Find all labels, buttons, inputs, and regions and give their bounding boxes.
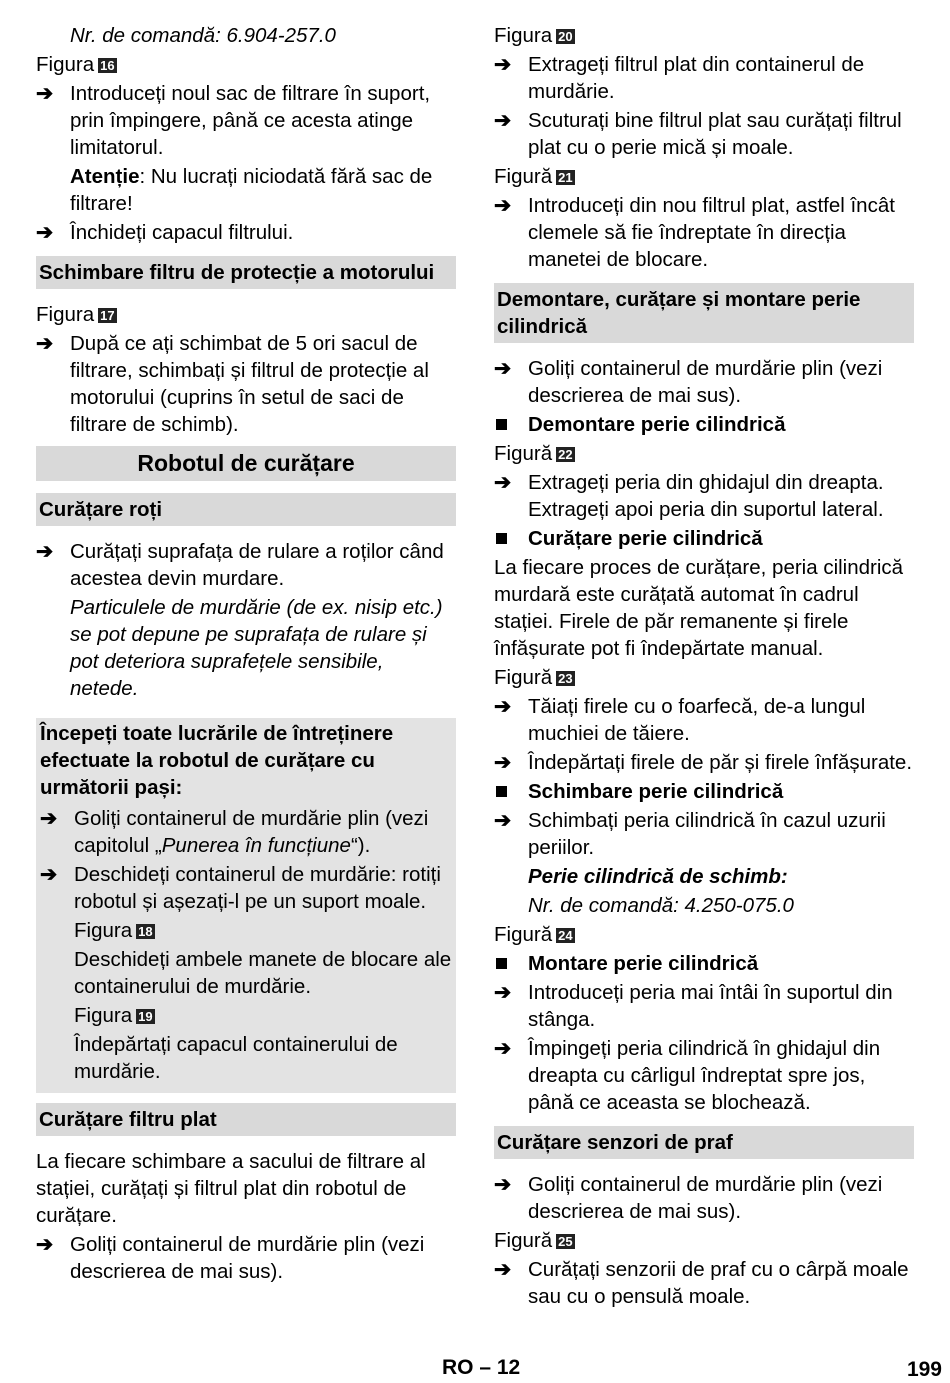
step-text: Împingeți peria cilindrică în ghidajul din dreapta cu cârligul îndreptat spre jos, până ce aceasta se blochează. [528,1037,881,1114]
instruction-step [494,355,914,409]
figure-number: 18 [138,924,153,939]
square-bullet-icon [496,786,507,797]
arrow-icon: ➔ [36,221,54,244]
figure-ref [494,440,914,467]
figure-ref [494,1227,914,1254]
arrow-icon: ➔ [40,863,58,886]
step-text-b: “). [350,834,371,857]
sub-heading [494,950,914,977]
instruction-step [494,192,914,273]
arrow-icon: ➔ [494,357,512,380]
arrow-icon: ➔ [494,809,512,832]
step-text: Tăiați firele cu o foarfecă, de-a lungul muchiei de tăiere. [528,695,866,745]
instruction-step [36,219,456,246]
figure-number: 20 [558,29,573,44]
step-text: Schimbați peria cilindrică în cazul uzurii periilor. [528,809,886,859]
figure-ref [494,664,914,691]
instruction-step [494,107,914,161]
spare-part-label: Perie cilindrică de schimb: [528,865,788,888]
step-text: Goliți containerul de murdărie plin (vezi descrierea de mai sus). [528,357,883,407]
step-continuation: Deschideți ambele manete de blocare ale containerului de murdărie. [74,948,452,998]
step-text: Curățați suprafața de rulare a roților când acestea devin murdare. [70,540,444,590]
step-text: Extrageți peria din ghidajul din dreapta. Extrageți apoi peria din suportul lateral. [528,471,884,521]
square-bullet-icon [496,419,507,430]
figure-label: Figură [494,923,553,946]
step-text: Îndepărtați firele de păr și firele înfășurate. [528,751,913,774]
arrow-icon: ➔ [36,1233,54,1256]
right-column [494,22,914,1312]
figure-label: Figură [494,1229,553,1252]
figure-ref [40,917,452,944]
sub-heading [494,411,914,438]
arrow-icon: ➔ [494,53,512,76]
warning-note [36,163,456,217]
figure-number: 25 [558,1234,573,1249]
note-text: Particulele de murdărie (de ex. nisip etc.) se pot depune pe suprafața de rulare și pot deteriora suprafețele sensibile, netede. [70,596,443,700]
instruction-step [494,1256,914,1310]
instruction-step [494,51,914,105]
arrow-icon: ➔ [36,82,54,105]
left-column [36,22,456,1287]
figure-ref [40,1002,452,1029]
figure-ref [494,163,914,190]
warning-text: : Nu lucrați niciodată fără sac de filtrare! [70,165,433,215]
instruction-step [494,807,914,861]
sub-heading-text: Schimbare perie cilindrică [528,780,784,803]
figure-label: Figura [36,303,95,326]
step-text-a: Goliți containerul de murdărie plin (vezi capitolul „ [74,807,429,857]
arrow-icon: ➔ [40,807,58,830]
instruction-step [494,469,914,523]
figure-ref [36,51,456,78]
figure-number: 17 [100,308,115,323]
figure-number: 24 [558,928,573,943]
arrow-icon: ➔ [36,540,54,563]
instruction-step [494,749,914,776]
arrow-icon: ➔ [36,332,54,355]
arrow-icon: ➔ [494,109,512,132]
figure-label: Figură [494,165,553,188]
figure-ref [494,22,914,49]
section-heading: Curățare roți [36,493,456,526]
step-text: Goliți containerul de murdărie plin (vezi descrierea de mai sus). [528,1173,883,1223]
figure-label: Figura [494,24,553,47]
instruction-step [494,693,914,747]
chapter-ref: Punerea în funcțiune [161,834,351,857]
section-heading: Curățare senzori de praf [494,1126,914,1159]
section-heading: Schimbare filtru de protecție a motorului [36,256,456,289]
order-number: Nr. de comandă: 4.250-075.0 [528,894,794,917]
instruction-step [40,805,452,859]
paragraph: La fiecare schimbare a sacului de filtrare al stației, curățați și filtrul plat din robotul de curățare. [36,1150,426,1227]
instruction-step [36,80,456,161]
instruction-step [494,1035,914,1116]
square-bullet-icon [496,958,507,969]
step-text: Închideți capacul filtrului. [70,221,294,244]
figure-number: 23 [558,671,573,686]
arrow-icon: ➔ [494,194,512,217]
step-text: Deschideți containerul de murdărie: rotiți robotul și așezați-l pe un suport moale. [74,863,441,913]
step-text: Introduceți din nou filtrul plat, astfel încât clemele să fie îndreptate în direcția manetei de blocare. [528,194,895,271]
step-text: Extrageți filtrul plat din containerul de murdărie. [528,53,865,103]
instruction-step [36,538,456,592]
step-text: Introduceți peria mai întâi în suportul din stânga. [528,981,893,1031]
page-number: 199 [906,1358,942,1381]
chapter-heading: Robotul de curățare [36,446,456,481]
arrow-icon: ➔ [494,1037,512,1060]
figure-label: Figură [494,442,553,465]
paragraph: La fiecare proces de curățare, peria cilindrică murdară este curățată automat în cadrul stației. Firele de păr remanente și firele înfășurate pot fi îndepărtate manual. [494,556,904,660]
sub-heading-text: Montare perie cilindrică [528,952,759,975]
step-text: Curățați senzorii de praf cu o cârpă moale sau cu o pensulă moale. [528,1258,909,1308]
figure-number: 22 [558,447,573,462]
step-text: Introduceți noul sac de filtrare în suport, prin împingere, până ce acesta atinge limitatorul. [70,82,431,159]
arrow-icon: ➔ [494,695,512,718]
sub-heading [494,778,914,805]
arrow-icon: ➔ [494,1173,512,1196]
figure-ref [36,301,456,328]
step-continuation: Îndepărtați capacul containerului de murdărie. [74,1033,398,1083]
figure-number: 16 [100,58,115,73]
section-heading: Curățare filtru plat [36,1103,456,1136]
figure-label: Figura [36,53,95,76]
section-heading: Demontare, curățare și montare perie cilindrică [494,283,914,343]
arrow-icon: ➔ [494,751,512,774]
sub-heading [494,525,914,552]
figure-label: Figura [74,919,133,942]
sub-heading-text: Demontare perie cilindrică [528,413,786,436]
arrow-icon: ➔ [494,1258,512,1281]
figure-number: 21 [558,170,573,185]
instruction-step [36,1231,456,1285]
step-text: Scuturați bine filtrul plat sau curățați filtrul plat cu o perie mică și moale. [528,109,902,159]
instruction-step [36,330,456,438]
arrow-icon: ➔ [494,471,512,494]
figure-ref [494,921,914,948]
instruction-step [40,861,452,915]
instruction-step [494,1171,914,1225]
figure-label: Figură [494,666,553,689]
sub-heading-text: Curățare perie cilindrică [528,527,763,550]
box-heading: Începeți toate lucrările de întreținere efectuate la robotul de curățare cu următorii pași: [40,722,394,799]
maintenance-box [36,718,456,1093]
step-text: Goliți containerul de murdărie plin (vezi descrierea de mai sus). [70,1233,425,1283]
square-bullet-icon [496,533,507,544]
figure-number: 19 [138,1009,153,1024]
order-number: Nr. de comandă: 6.904-257.0 [70,24,336,47]
warning-label: Atenție [70,165,140,188]
instruction-step [494,979,914,1033]
figure-label: Figura [74,1004,133,1027]
arrow-icon: ➔ [494,981,512,1004]
section-page-label: RO – 12 [442,1356,521,1379]
step-text: După ce ați schimbat de 5 ori sacul de filtrare, schimbați și filtrul de protecție al motorului (cuprins în setul de saci de filtrare de schimb). [70,332,429,436]
